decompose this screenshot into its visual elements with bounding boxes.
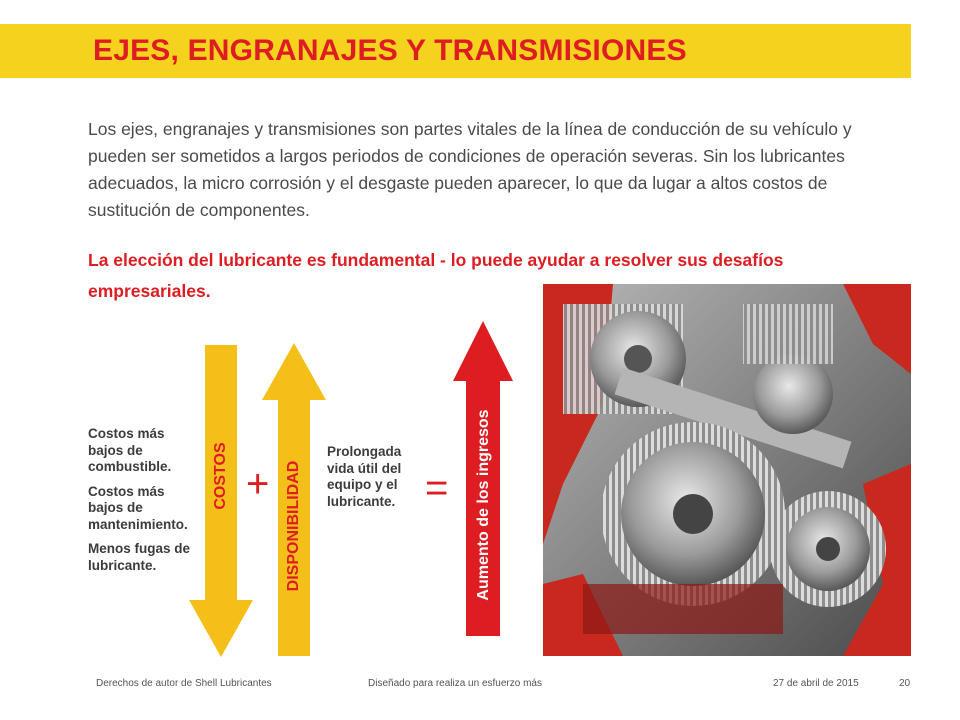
- list-item: Menos fugas de lubricante.: [88, 541, 191, 573]
- gearbox-photo: [543, 284, 911, 656]
- page-title: EJES, ENGRANAJES Y TRANSMISIONES: [93, 34, 687, 67]
- footer-copyright: Derechos de autor de Shell Lubricantes: [96, 678, 272, 689]
- revenue-label: Aumento de los ingresos: [475, 409, 492, 601]
- emphasis-bold: La elección del lubricante es fundamental: [88, 250, 436, 270]
- emphasis-rest: - lo puede ayudar a resolver sus desafíos empresariales.: [88, 250, 784, 301]
- equals-sign: =: [425, 466, 449, 510]
- footer-tagline: Diseñado para realiza un esfuerzo más: [368, 678, 542, 689]
- costs-label: COSTOS: [212, 442, 229, 510]
- plus-sign: +: [246, 462, 270, 506]
- intro-paragraph: Los ejes, engranajes y transmisiones son partes vitales de la línea de conducción de su vehículo y pueden ser sometidos a largos periodos de condiciones de operación severas. Sin los lubricantes adecuados, la micro corrosión y el desgaste pueden aparecer, lo que da lugar a altos costos de sustitución de componentes.: [88, 119, 852, 220]
- list-item: Costos más bajos de mantenimiento.: [88, 483, 188, 532]
- availability-note: Prolongada vida útil del equipo y el lubricante.: [327, 444, 402, 509]
- footer-page-number: 20: [899, 678, 911, 689]
- availability-label: DISPONIBILIDAD: [285, 460, 302, 592]
- list-item: Costos más bajos de combustible.: [88, 426, 172, 474]
- footer-date: 27 de abril de 2015: [773, 678, 859, 689]
